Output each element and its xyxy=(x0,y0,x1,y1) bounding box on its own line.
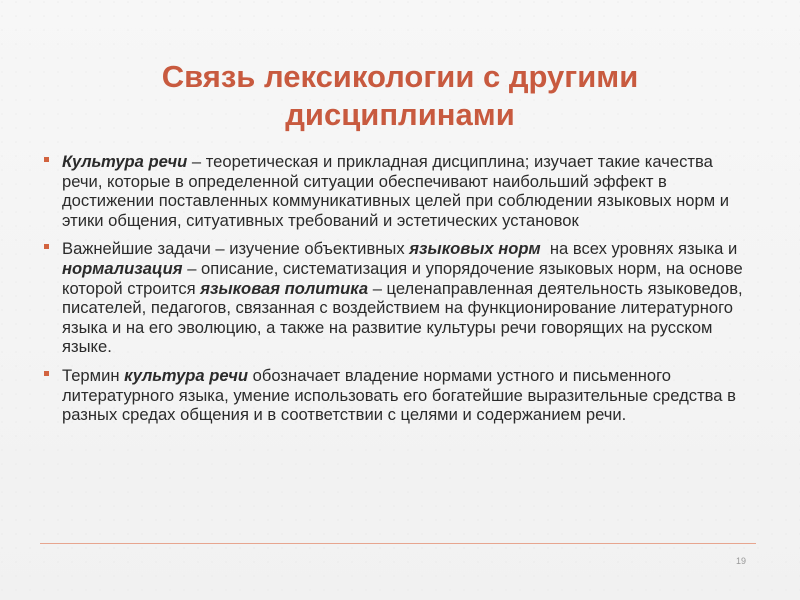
bullet-text: Термин xyxy=(62,365,125,385)
bullet-text: – целенаправленная деятельность языковедов, писателей, педагогов, связанная с воздействием на функционирование литературного языка и на его эволюцию, а также на развитие культуры речи говорящих на русском языке. xyxy=(62,278,743,357)
footer-divider xyxy=(40,543,756,544)
bullet-item xyxy=(40,366,752,425)
bullet-text: обозначает владение нормами устного и письменного литературного языка, умение использовать его богатейшие выразительные средства в разных средах общения и в соответствии с целями и содержанием речи. xyxy=(62,365,736,425)
page-number: 19 xyxy=(736,556,747,566)
bullet-text: на всех уровнях языка и xyxy=(540,239,742,259)
bullet-term: языковых норм xyxy=(409,239,541,259)
bullet-term: культура речи xyxy=(124,365,249,385)
bullet-text: – описание, систематизация и упорядочение языковых норм, на основе которой строится xyxy=(62,258,743,298)
bullet-list xyxy=(40,152,752,434)
bullet-item xyxy=(40,239,752,357)
title-line-2: дисциплинами xyxy=(285,97,515,132)
bullet-term: нормализация xyxy=(62,258,183,278)
bullet-square-icon xyxy=(44,244,49,249)
bullet-text: – теоретическая и прикладная дисциплина; изучает такие качества речи, которые в определенной ситуации обеспечивают наибольший эффект в достижении поставленных коммуникативных целей при соблюдении языковых норм и этики общения, ситуативных требований и эстетических установок xyxy=(62,152,730,230)
title-line-1: Связь лексикологии с другими xyxy=(161,59,639,94)
slide-title xyxy=(60,58,740,134)
bullet-item xyxy=(40,152,752,230)
bullet-term: языковая политика xyxy=(200,278,369,298)
bullet-square-icon xyxy=(44,371,49,376)
bullet-text: Важнейшие задачи – изучение объективных xyxy=(62,239,410,259)
bullet-term: Культура речи xyxy=(62,152,188,171)
bullet-square-icon xyxy=(44,157,49,162)
